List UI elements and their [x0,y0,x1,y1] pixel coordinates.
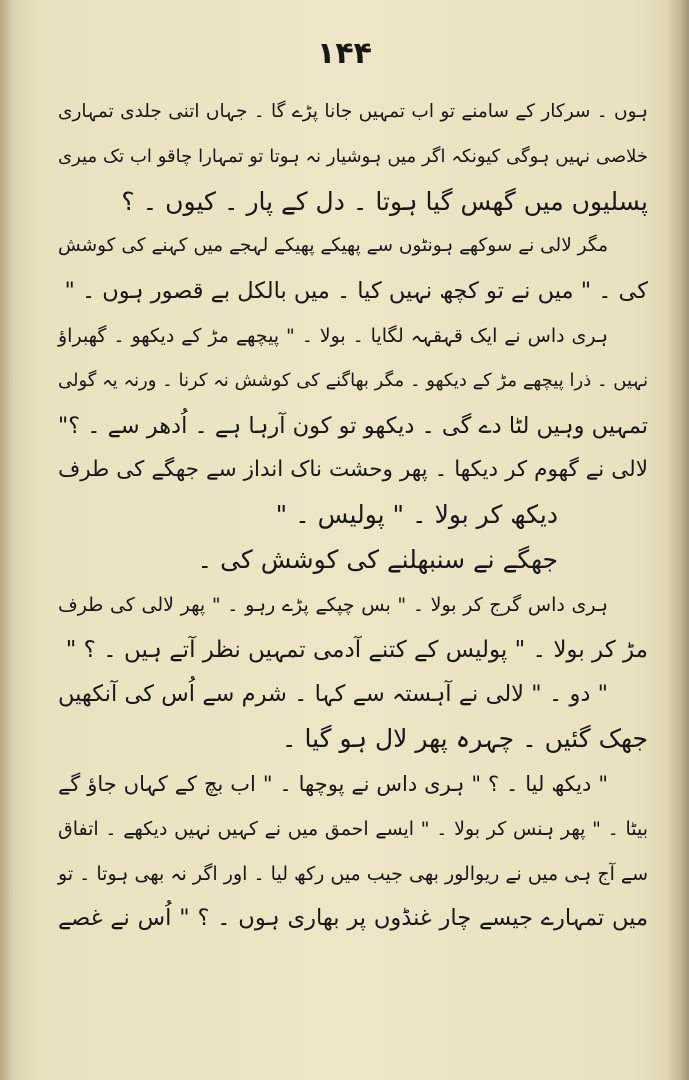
text-line: پسلیوں میں گھس گیا ہوتا ۔ دل کے پار ۔ کیوں ۔ ؟ [121,186,648,216]
text-line: مڑ کر بولا ۔ " پولیس کے کتنے آدمی تمہیں نظر آتے ہیں ۔ ؟ " [65,636,648,663]
text-line: دیکھ کر بولا ۔ " پولیس ۔ " [275,500,558,530]
text-line: بیٹا ۔ " پھر ہنس کر بولا ۔ " ایسے احمق میں نے کہیں نہیں دیکھے ۔ اتفاق [58,817,648,840]
text-line: جھک گئیں ۔ چہرہ پھر لال ہو گیا ۔ [281,724,648,754]
page-left-shadow [0,0,14,1080]
text-line: ہری داس نے ایک قہقہہ لگایا ۔ بولا ۔ " پیچھے مڑ کے دیکھو ۔ گھبراؤ [58,324,608,347]
text-line: " دیکھ لیا ۔ ؟ " ہری داس نے پوچھا ۔ " اب بچ کے کہاں جاؤ گے [58,771,608,796]
text-line: " دو ۔ " لالی نے آہستہ سے کہا ۔ شرم سے اُس کی آنکھیں [58,681,608,708]
body-text [58,90,648,941]
text-line: لالی نے گھوم کر دیکھا ۔ پھر وحشت ناک انداز سے جھگے کی طرف [58,457,648,483]
text-line: جھگے نے سنبھلنے کی کوشش کی ۔ [197,544,558,574]
text-line: مگر لالی نے سوکھے ہونٹوں سے پھیکے پھیکے لہجے میں کہنے کی کوشش [58,235,608,257]
text-line: میں تمہارے جیسے چار غنڈوں پر بھاری ہوں ۔ ؟ " اُس نے غصے [58,905,648,932]
text-line: نہیں ۔ ذرا پیچھے مڑ کے دیکھو ۔ مگر بھاگنے کی کوشش نہ کرنا ۔ ورنہ یہ گولی [58,369,648,391]
text-line: خلاصی نہیں ہوگی کیونکہ اگر میں ہوشیار نہ ہوتا تو تمہارا چاقو اب تک میری [58,145,648,167]
text-line: تمہیں وہیں لٹا دے گی ۔ دیکھو تو کون آرہا ہے ۔ اُدھر سے ۔ ؟" [57,412,648,439]
text-line: سے آج ہی میں نے ریوالور بھی جیب میں رکھ لیا ۔ اور اگر نہ بھی ہوتا ۔ تو [58,862,648,885]
page-number: ۱۴۴ [317,36,372,71]
text-line: ہری داس گرج کر بولا ۔ " بس چپکے پڑے رہو ۔ " پھر لالی کی طرف [58,593,608,616]
page-right-shadow [667,0,689,1080]
text-line: کی ۔ " میں نے تو کچھ نہیں کیا ۔ میں بالکل بے قصور ہوں ۔ " [64,278,648,305]
text-line: ہوں ۔ سرکار کے سامنے تو اب تمہیں جانا پڑے گا ۔ جہاں اتنی جلدی تمہاری [58,101,648,122]
